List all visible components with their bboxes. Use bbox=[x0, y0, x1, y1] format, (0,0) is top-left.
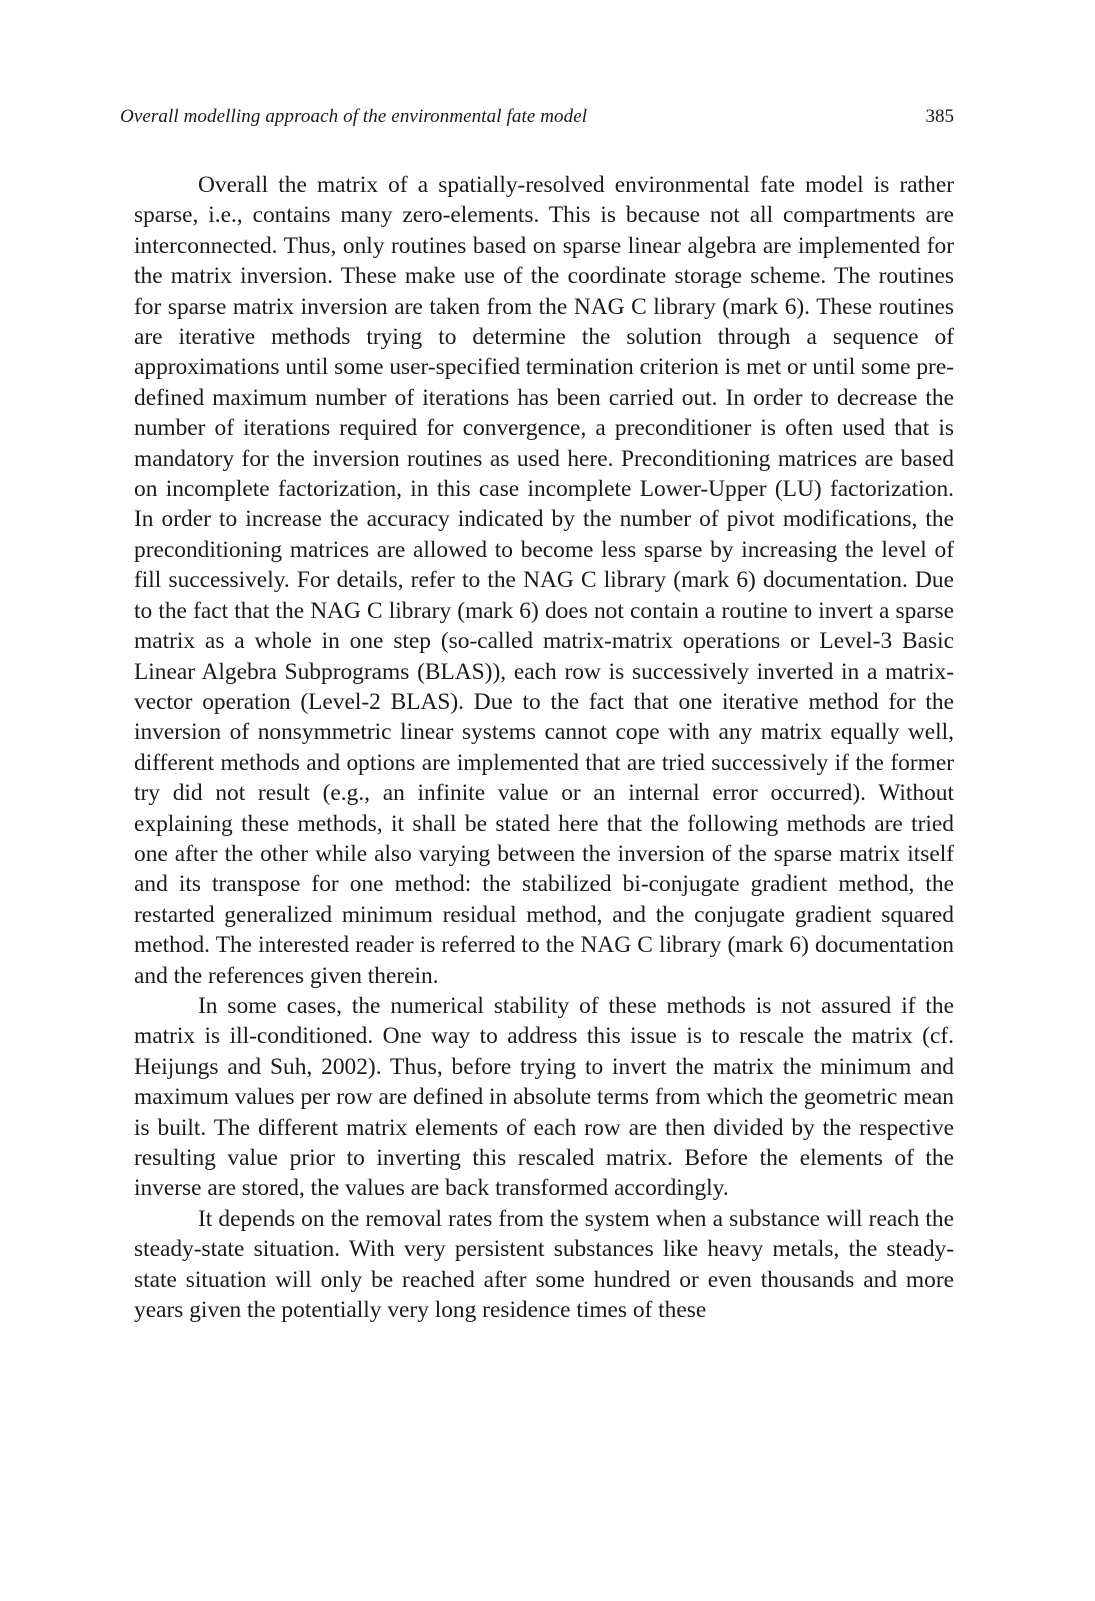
body-text bbox=[134, 170, 954, 1325]
running-title: Overall modelling approach of the environmental fate model bbox=[120, 106, 588, 127]
paragraph-matrix-inversion: Overall the matrix of a spatially-resolved environmental fate model is rather sparse, i.e., contains many zero-elements. This is because not all compartments are interconnected. Thus, only routines based on sparse linear algebra are implemented for the matrix inversion. These make use of the coordinate storage scheme. The routines for sparse matrix inversion are taken from the NAG C library (mark 6). These routines are iterative methods trying to determine the solution through a sequence of approximations until some user-specified termination criterion is met or until some pre-defined maximum number of iterations has been carried out. In order to decrease the number of iterations required for convergence, a preconditioner is often used that is mandatory for the inversion routines as used here. Preconditioning matrices are based on incomplete factorization, in this case incomplete Lower-Upper (LU) factorization. In order to increase the accuracy indicated by the number of pivot modifications, the preconditioning matrices are allowed to become less sparse by increasing the level of fill successively. For details, refer to the NAG C library (mark 6) documentation. Due to the fact that the NAG C library (mark 6) does not contain a routine to invert a sparse matrix as a whole in one step (so-called matrix-matrix operations or Level-3 Basic Linear Algebra Subprograms (BLAS)), each row is successively inverted in a matrix-vector operation (Level-2 BLAS). Due to the fact that one iterative method for the inversion of nonsymmetric linear systems cannot cope with any matrix equally well, different methods and options are implemented that are tried successively if the former try did not result (e.g., an infinite value or an internal error occurred). Without explaining these methods, it shall be stated here that the following methods are tried one after the other while also varying between the inversion of the sparse matrix itself and its transpose for one method: the stabilized bi-conjugate gradient method, the restarted generalized minimum residual method, and the conjugate gradient squared method. The interested reader is referred to the NAG C library (mark 6) documentation and the references given therein. bbox=[134, 172, 954, 989]
book-page bbox=[120, 0, 954, 1601]
page-number: 385 bbox=[925, 106, 954, 127]
running-header bbox=[120, 106, 954, 136]
paragraph-numerical-stability: In some cases, the numerical stability of these methods is not assured if the matrix is ill-conditioned. One way to address this issue is to rescale the matrix (cf. Heijungs and Suh, 2002). Thus, before trying to invert the matrix the minimum and maximum values per row are defined in absolute terms from which the geometric mean is built. The different matrix elements of each row are then divided by the respective resulting value prior to inverting this rescaled matrix. Before the elements of the inverse are stored, the values are back transformed accordingly. bbox=[134, 992, 954, 1202]
paragraph-steady-state: It depends on the removal rates from the system when a substance will reach the steady-state situation. With very persistent substances like heavy metals, the steady-state situation will only be reached after some hundred or even thousands and more years given the potentially very long residence times of these bbox=[134, 1205, 954, 1324]
